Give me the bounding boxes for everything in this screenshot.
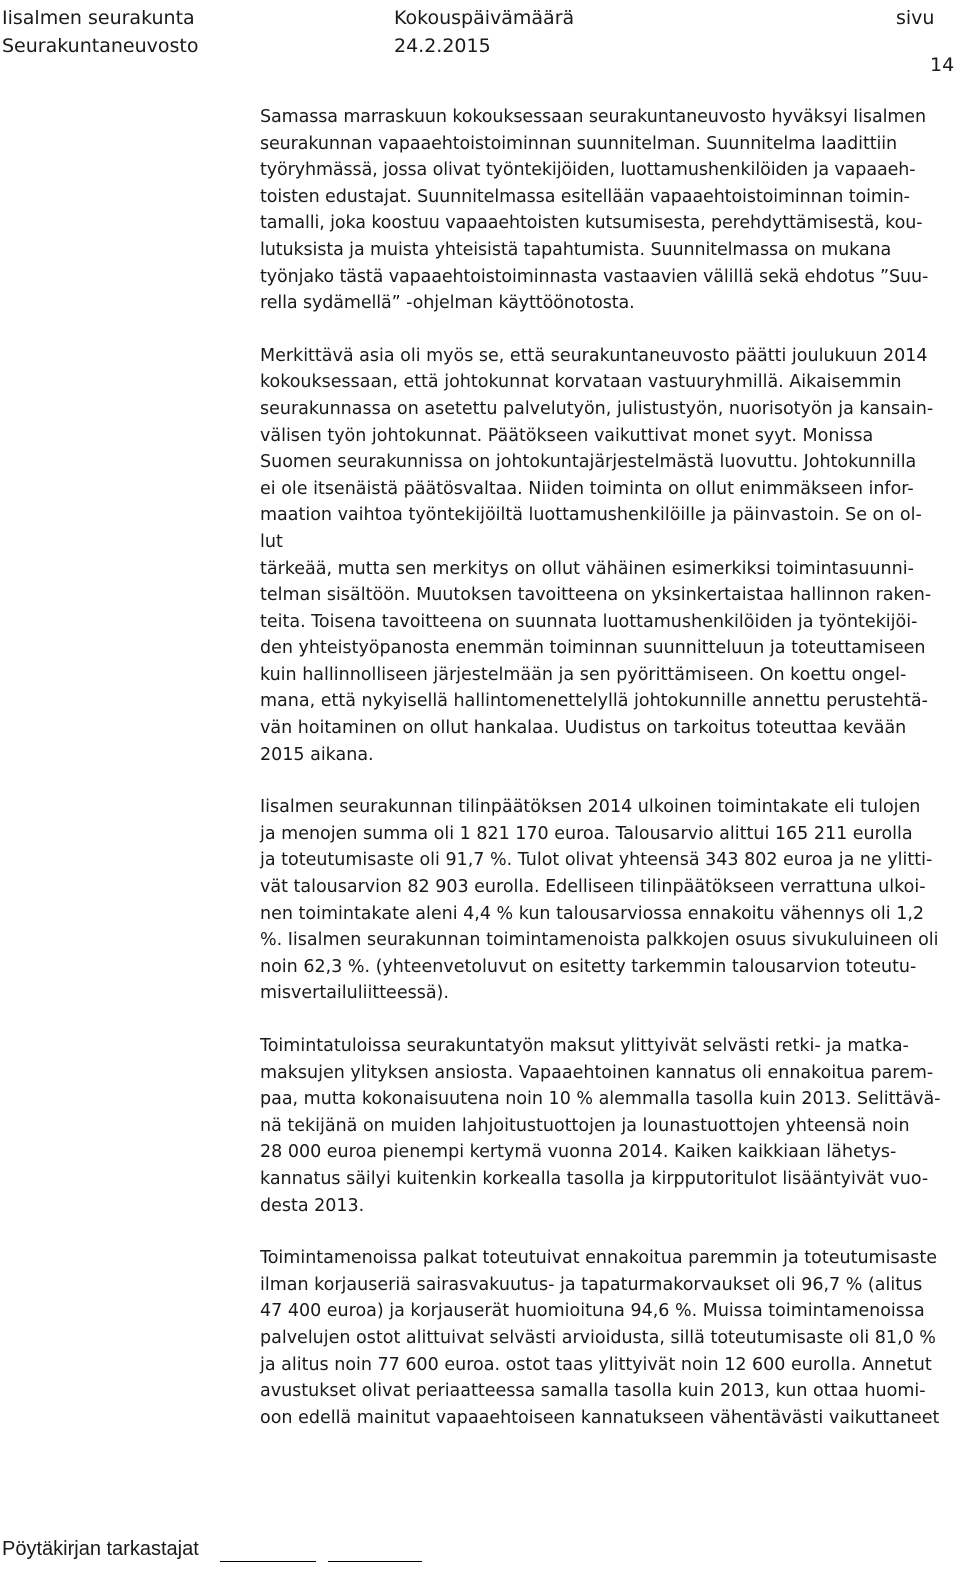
text-line: tamalli, joka koostuu vapaaehtoisten kutsumisesta, perehdyttämisestä, kou- — [260, 213, 923, 234]
text-line: palvelujen ostot alittuivat selvästi arvioidusta, sillä toteutumisaste oli 81,0 % — [260, 1327, 936, 1348]
header-center — [394, 4, 574, 60]
text-line: rella sydämellä” -ohjelman käyttöönotosta. — [260, 293, 635, 314]
paragraph-committees — [260, 343, 948, 769]
text-line: työnjako tästä vapaaehtoistoiminnasta vastaavien välillä sekä ehdotus ”Suu- — [260, 266, 929, 287]
text-line: maation vaihtoa työntekijöiltä luottamushenkilöille ja päinvastoin. Se on ol- — [260, 505, 922, 526]
text-line: Suomen seurakunnissa on johtokuntajärjestelmästä luovuttu. Johtokunnilla — [260, 452, 917, 473]
text-line: misvertailuliitteessä). — [260, 983, 449, 1004]
text-line: mana, että nykyisellä hallintomenettelyllä johtokunnille annettu perustehtä- — [260, 691, 928, 712]
text-line: Merkittävä asia oli myös se, että seurakuntaneuvosto päätti joulukuun 2014 — [260, 345, 928, 366]
reviewers-label: Pöytäkirjan tarkastajat — [2, 1538, 199, 1560]
signature-line-1 — [220, 1561, 316, 1562]
text-line: maksujen ylityksen ansiosta. Vapaaehtoinen kannatus oli ennakoitua parem- — [260, 1062, 934, 1083]
text-line: työryhmässä, jossa olivat työntekijöiden, luottamushenkilöiden ja vapaaeh- — [260, 160, 916, 181]
text-line: den yhteistyöpanosta enemmän toiminnan suunnitteluun ja toteuttamiseen — [260, 638, 926, 659]
meeting-date: 24.2.2015 — [394, 35, 491, 57]
text-line: ja menojen summa oli 1 821 170 euroa. Talousarvio alittui 165 211 eurolla — [260, 823, 913, 844]
text-line: telman sisältöön. Muutoksen tavoitteena on yksinkertaistaa hallinnon raken- — [260, 585, 932, 606]
text-line: tärkeää, mutta sen merkitys on ollut vähäinen esimerkiksi toimintasuunni- — [260, 558, 914, 579]
text-line: nen toimintakate aleni 4,4 % kun talousarviossa ennakoitu vähennys oli 1,2 — [260, 903, 925, 924]
text-line: Toimintamenoissa palkat toteutuivat ennakoitua paremmin ja toteutumisaste — [260, 1248, 938, 1269]
date-label: Kokouspäivämäärä — [394, 7, 575, 29]
text-line: 47 400 euroa) ja korjauserät huomioituna 94,6 %. Muissa toimintamenoissa — [260, 1301, 925, 1322]
header-left — [2, 4, 198, 60]
body-name: Seurakuntaneuvosto — [2, 35, 199, 57]
text-line: avustukset olivat periaatteessa samalla tasolla kuin 2013, kun ottaa huomi- — [260, 1381, 926, 1402]
document-body — [260, 104, 948, 1457]
text-line: ja alitus noin 77 600 euroa. ostot taas ylittyivät noin 12 600 eurolla. Annetut — [260, 1354, 932, 1375]
organization-name: Iisalmen seurakunta — [2, 7, 195, 29]
text-line: vän hoitaminen on ollut hankalaa. Uudistus on tarkoitus toteuttaa kevään — [260, 718, 907, 739]
text-line: Toimintatuloissa seurakuntatyön maksut ylittyivät selvästi retki- ja matka- — [260, 1036, 909, 1056]
header-right — [896, 4, 934, 32]
text-line: %. Iisalmen seurakunnan toimintamenoista palkkojen osuus sivukuluineen oli — [260, 930, 939, 951]
text-line: 2015 aikana. — [260, 744, 374, 765]
page-label: sivu — [896, 7, 935, 29]
text-line: teita. Toisena tavoitteena on suunnata luottamushenkilöiden ja työntekijöi- — [260, 611, 918, 632]
text-line: toisten edustajat. Suunnitelmassa esitellään vapaaehtoistoiminnan toimin- — [260, 186, 910, 207]
text-line: lut — [260, 531, 283, 552]
text-line: desta 2013. — [260, 1195, 365, 1216]
text-line: vät talousarvion 82 903 eurolla. Edelliseen tilinpäätökseen verrattuna ulkoi- — [260, 877, 926, 898]
paragraph-operating-expenses — [260, 1245, 948, 1431]
text-line: noin 62,3 %. (yhteenvetoluvut on esitetty tarkemmin talousarvion toteutu- — [260, 956, 917, 977]
text-line: kuin hallinnolliseen järjestelmään ja sen pyörittämiseen. On koettu ongel- — [260, 664, 907, 685]
paragraph-operating-income — [260, 1033, 948, 1219]
text-line: ilman korjauseriä sairasvakuutus- ja tapaturmakorvaukset oli 96,7 % (alitus — [260, 1274, 923, 1295]
text-line: ja toteutumisaste oli 91,7 %. Tulot olivat yhteensä 343 802 euroa ja ne ylitti- — [260, 850, 933, 871]
text-line: lutuksista ja muista yhteisistä tapahtumista. Suunnitelmassa on mukana — [260, 239, 892, 260]
signature-line-2 — [328, 1561, 422, 1562]
text-line: paa, mutta kokonaisuutena noin 10 % alemmalla tasolla kuin 2013. Selittävä- — [260, 1089, 941, 1110]
paragraph-financial-statement — [260, 794, 948, 1007]
text-line: kannatus säilyi kuitenkin korkealla tasolla ja kirpputoritulot lisääntyivät vuo- — [260, 1168, 929, 1189]
text-line: Samassa marraskuun kokouksessaan seurakuntaneuvosto hyväksyi Iisalmen — [260, 107, 926, 127]
paragraph-volunteer-plan — [260, 104, 948, 317]
text-line: oon edellä mainitut vapaaehtoiseen kannatukseen vähentävästi vaikuttaneet — [260, 1407, 940, 1428]
text-line: ei ole itsenäistä päätösvaltaa. Niiden toiminta on ollut enimmäkseen infor- — [260, 478, 914, 499]
text-line: Iisalmen seurakunnan tilinpäätöksen 2014 ulkoinen toimintakate eli tulojen — [260, 797, 921, 818]
text-line: 28 000 euroa pienempi kertymä vuonna 2014. Kaiken kaikkiaan lähetys- — [260, 1142, 897, 1163]
text-line: kokouksessaan, että johtokunnat korvataan vastuuryhmillä. Aikaisemmin — [260, 372, 902, 393]
text-line: seurakunnassa on asetettu palvelutyön, julistustyön, nuorisotyön ja kansain- — [260, 398, 934, 419]
text-line: seurakunnan vapaaehtoistoiminnan suunnitelman. Suunnitelma laadittiin — [260, 133, 897, 154]
text-line: välisen työn johtokunnat. Päätökseen vaikuttivat monet syyt. Monissa — [260, 425, 874, 446]
page-number: 14 — [930, 54, 955, 76]
text-line: nä tekijänä on muiden lahjoitustuottojen ja lounastuottojen yhteensä noin — [260, 1115, 910, 1136]
